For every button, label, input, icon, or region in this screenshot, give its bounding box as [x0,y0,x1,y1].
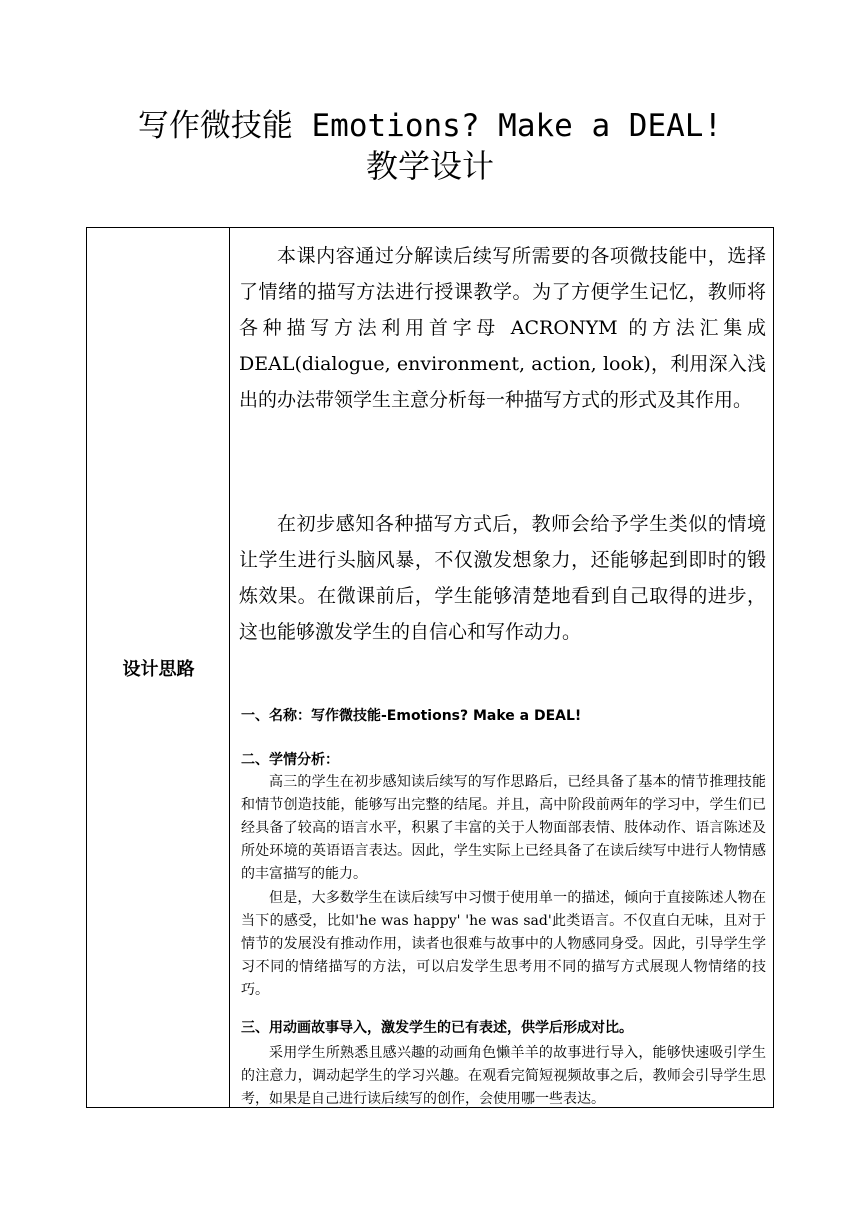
content-cell [231,228,774,1107]
document-subtitle: 教学设计 [365,147,494,185]
section-heading-analysis: 二、学情分析： [241,752,339,768]
design-paragraph-1: 本课内容通过分解读后续写所需要的各项微技能中，选择了情绪的描写方法进行授课教学。为了方便学生记忆，教师将各种描写方法利用首字母 ACRONYM 的方法汇集成 DEAL(dialogue, environment, action, look)，利用深入浅出的办法带领学生主意分析每一种描写方式的形式及其作用。 [239,245,766,411]
design-paragraph-2: 在初步感知各种描写方式后，教师会给予学生类似的情境让学生进行头脑风暴，不仅激发想象力，还能够起到即时的锻炼效果。在微课前后，学生能够清楚地看到自己取得的进步，这也能够激发学生的自信心和写作动力。 [239,513,766,643]
analysis-paragraph-1: 高三的学生在初步感知读后续写的写作思路后，已经具备了基本的情节推理技能和情节创造技能，能够写出完整的结尾。并且，高中阶段前两年的学习中，学生们已经具备了较高的语言水平，积累了丰富的关于人物面部表情、肢体动作、语言陈述及所处环境的英语语言表达。因此，学生实际上已经具备了在读后续写中进行人物情感的丰富描写的能力。 [241,774,766,882]
section-heading-intro: 三、用动画故事导入，激发学生的已有表述，供学后形成对比。 [241,1020,633,1036]
row-label: 设计思路 [122,659,195,680]
section-heading-name: 一、名称：写作微技能-Emotions? Make a DEAL! [241,708,582,724]
analysis-paragraph-2: 但是，大多数学生在读后续写中习惯于使用单一的描述，倾向于直接陈述人物在当下的感受，比如'he was happy' 'he was sad'此类语言。不仅直白无味，且对于情节的发展没有推动作用，读者也很难与故事中的人物感同身受。因此，引导学生学习不同的情绪描写的方法，可以启发学生思考用不同的描写方式展现人物情绪的技巧。 [241,890,766,998]
row-label-cell [87,228,230,1107]
design-table [86,227,774,1108]
intro-paragraph: 采用学生所熟悉且感兴趣的动画角色懒羊羊的故事进行导入，能够快速吸引学生的注意力，调动起学生的学习兴趣。在观看完简短视频故事之后，教师会引导学生思考，如果是自己进行读后续写的创作，会使用哪一些表达。 [241,1045,766,1107]
document-title: 写作微技能 Emotions? Make a DEAL! [137,108,723,144]
